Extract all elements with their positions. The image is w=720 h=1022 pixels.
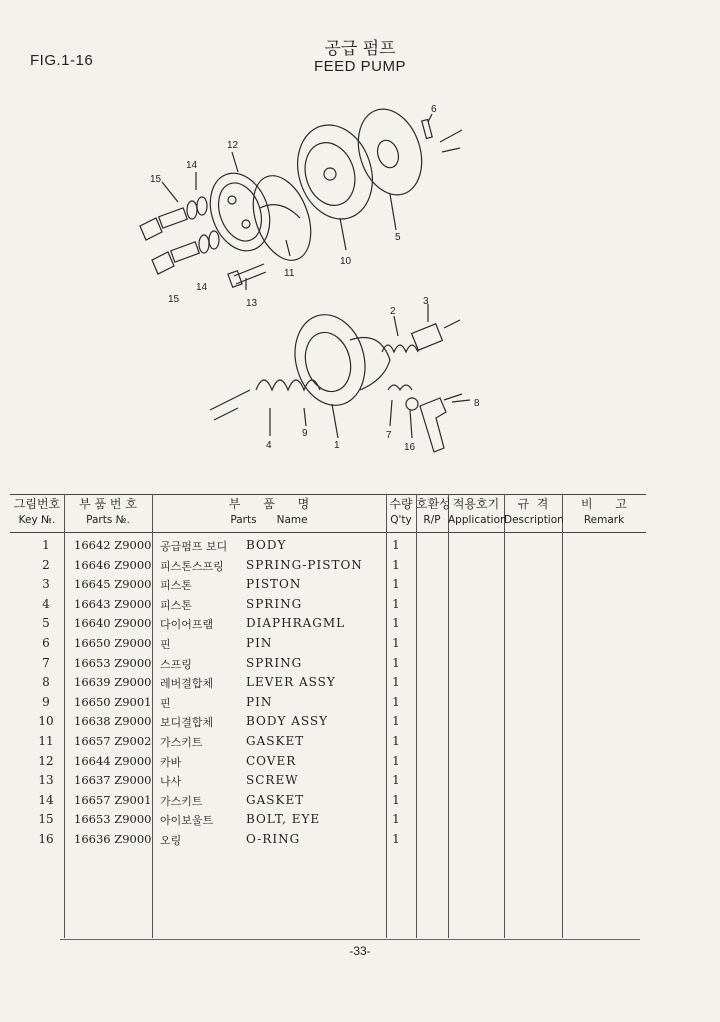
key-cell: 13 [38,773,54,788]
table-row [10,732,646,752]
table-row [10,673,646,693]
footer-rule [60,939,640,940]
callout-15: 15 [150,174,162,185]
key-cell: 5 [42,616,50,631]
part-name-korean-cell: 레버결합체 [160,677,214,691]
part-name-cell: SPRING [246,655,303,670]
part-name-cell: DIAPHRAGML [246,616,346,631]
callout-5: 5 [395,232,401,243]
cover-part [200,165,280,259]
header-part-name: 부 품 명 Parts Name [228,497,310,526]
quantity-cell: 1 [392,596,400,611]
callout-9: 9 [302,428,308,439]
callout-8: 8 [474,398,480,409]
part-name-cell: PISTON [246,577,302,592]
part-name-korean-cell: 카바 [160,755,182,769]
part-name-cell: O-RING [246,831,301,846]
figure-label: FIG.1-16 [30,52,94,69]
quantity-cell: 1 [392,812,400,827]
key-cell: 3 [42,577,50,592]
part-name-cell: SPRING [246,596,303,611]
part-name-cell: GASKET [246,792,305,807]
part-number-cell: 16644 Z9000 [74,753,152,768]
callout-4: 4 [266,440,272,451]
key-cell: 8 [42,675,50,690]
quantity-cell: 1 [392,714,400,729]
quantity-cell: 1 [392,831,400,846]
key-cell: 6 [42,635,50,650]
key-cell: 1 [42,538,50,552]
part-name-cell: BOLT, EYE [246,812,321,827]
key-cell: 2 [42,557,50,572]
part-number-cell: 16650 Z9001 [74,694,152,709]
quantity-cell: 1 [392,655,400,670]
callout-3: 3 [423,296,429,307]
page-title-korean: 공급 펌프 [324,39,396,59]
part-number-cell: 16636 Z9000 [74,831,152,846]
exploded-parts-diagram [0,90,720,470]
part-name-korean-cell: 피스톤 [160,598,192,612]
part-number-cell: 16640 Z9000 [74,616,152,631]
part-name-cell: BODY ASSY [246,714,329,729]
quantity-cell: 1 [392,773,400,788]
key-cell: 11 [38,733,54,748]
quantity-cell: 1 [392,694,400,709]
part-number-cell: 16637 Z9000 [74,773,152,788]
spring-part [256,380,320,390]
part-number-cell: 16653 Z9000 [74,655,152,670]
table-row [10,536,646,556]
quantity-cell: 1 [392,616,400,631]
key-cell: 12 [38,753,54,768]
part-name-cell: PIN [246,694,273,709]
key-cell: 7 [42,655,50,670]
table-row [10,791,646,811]
part-number-cell: 16650 Z9000 [74,635,152,650]
quantity-cell: 1 [392,675,400,690]
table-row [10,712,646,732]
part-name-korean-cell: 공급펌프 보디 [160,540,228,553]
part-name-korean-cell: 다이어프램 [160,618,214,632]
part-name-korean-cell: 오링 [160,833,182,847]
callout-11: 11 [284,268,295,279]
key-cell: 9 [42,694,50,709]
quantity-cell: 1 [392,557,400,572]
part-number-cell: 16645 Z9000 [74,577,152,592]
key-cell: 4 [42,596,50,611]
pump-body-part [285,307,374,413]
callout-16: 16 [404,442,416,453]
key-cell: 15 [38,812,54,827]
key-cell: 16 [38,831,54,846]
callout-13: 13 [246,298,258,309]
part-name-korean-cell: 가스키트 [160,735,203,749]
quantity-cell: 1 [392,792,400,807]
part-name-korean-cell: 핀 [160,696,171,710]
header-rp: 호환성 R/P [416,497,451,526]
part-number-cell: 16638 Z9000 [74,714,152,729]
table-row [10,614,646,634]
part-name-korean-cell: 피스톤스프링 [160,559,224,573]
table-row [10,830,646,850]
table-row [10,752,646,772]
callout-7: 7 [386,430,392,441]
quantity-cell: 1 [392,753,400,768]
table-row [10,693,646,713]
body-assy-part [286,115,384,229]
header-part-no: 부 품 번 호 Parts №. [79,497,137,526]
part-name-korean-cell: 가스키트 [160,794,203,808]
part-name-cell: BODY [246,538,287,552]
part-name-cell: PIN [246,635,273,650]
quantity-cell: 1 [392,635,400,650]
table-row [10,654,646,674]
table-row [10,575,646,595]
diaphragm-part [348,101,432,203]
parts-table [10,494,646,938]
part-name-korean-cell: 핀 [160,637,171,651]
part-name-korean-cell: 아이보울트 [160,814,214,828]
table-row [10,810,646,830]
callout-2: 2 [390,306,396,317]
quantity-cell: 1 [392,577,400,592]
part-number-cell: 16646 Z9000 [74,557,152,572]
table-row [10,595,646,615]
header-remark: 비 고 Remark [580,497,628,526]
part-number-cell: 16653 Z9000 [74,812,152,827]
header-key: 그림번호 Key №. [13,497,61,526]
table-row [10,634,646,654]
callout-12: 12 [227,140,239,151]
key-cell: 14 [38,792,54,807]
callout-15b: 15 [168,294,180,305]
part-name-cell: COVER [246,753,297,768]
key-cell: 10 [38,714,54,729]
page-title: FEED PUMP [313,58,406,75]
callout-14: 14 [186,160,198,171]
header-description: 규 격 Description [504,497,564,526]
part-name-cell: SPRING-PISTON [246,557,363,572]
quantity-cell: 1 [392,538,400,552]
page-number: -33- [349,944,371,958]
callout-1: 1 [334,440,340,451]
part-name-cell: GASKET [246,733,305,748]
header-application: 적용호기 Application [448,497,507,526]
part-name-korean-cell: 보디결합체 [160,716,214,730]
quantity-cell: 1 [392,733,400,748]
parts-table-body [10,536,646,850]
table-row [10,771,646,791]
part-number-cell: 16643 Z9000 [74,596,152,611]
callout-10: 10 [340,256,352,267]
callout-6: 6 [431,104,437,115]
part-number-cell: 16657 Z9002 [74,733,152,748]
part-name-korean-cell: 나사 [160,775,182,789]
part-name-korean-cell: 피스톤 [160,579,192,593]
part-number-cell: 16657 Z9001 [74,792,152,807]
callout-14b: 14 [196,282,208,293]
part-name-cell: LEVER ASSY [246,675,336,690]
header-qty: 수량 Q'ty [389,497,413,526]
part-name-korean-cell: 스프링 [160,657,192,671]
part-name-cell: SCREW [246,773,299,788]
table-row [10,556,646,576]
part-number-cell: 16639 Z9000 [74,675,152,690]
part-number-cell: 16642 Z9000 [74,538,152,552]
